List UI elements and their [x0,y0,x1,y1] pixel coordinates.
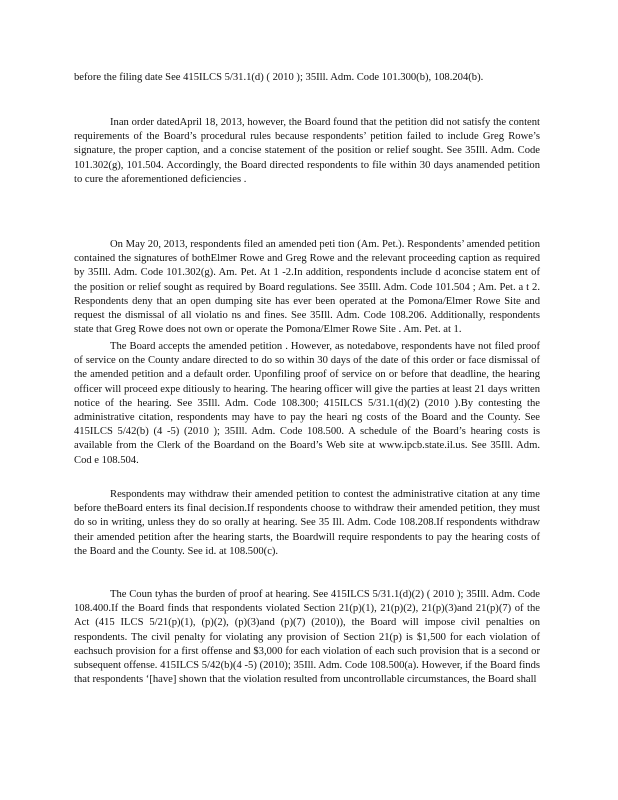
paragraph-text: Respondents may withdraw their amended petition to contest the administrative citation at any time before theBoard enters its final decision.If respondents choose to withdraw their amended petition, they must do so in writing, unless they do so orally at hearing. See 35 Ill. Adm. Code 108.208.If respondents withdraw their amended petition after the hearing starts, the Boardwill require respondents to pay the hearing costs of the Board and the County. See id. at 108.500(c). [74,489,540,557]
paragraph-amended-petition [74,238,540,337]
paragraph-text: before the filing date See 415ILCS 5/31.1(d) ( 2010 ); 35Ill. Adm. Code 101.300(b), 108.204(b). [74,72,484,83]
paragraph-order-april [74,116,540,187]
paragraph-text: The Board accepts the amended petition . However, as notedabove, respondents have not filed proof of service on the County andare directed to do so within 30 days of the date of this order or face dismissal of the amended petition and a default order. Uponfiling proof of service on or before that deadline, the hearing officer will proceed expe ditiously to hearing. The hearing officer will give the parties at least 21 days written notice of the hearing. See 35Ill. Adm. Code 108.300; 415ILCS 5/31.1(d)(2) (2010 ).By contesting the administrative citation, respondents may have to pay the heari ng costs of the Board and the County. See 415ILCS 5/42(b) (4 -5) (2010 ); 35Ill. Adm. Code 108.500. A schedule of the Board’s hearing costs is available from the Clerk of the Boardand on the Board’s Web site at www.ipcb.state.il.us. See 35Ill. Adm. Cod e 108.504. [74,341,540,466]
paragraph-withdraw [74,488,540,559]
paragraph-text: On May 20, 2013, respondents filed an amended peti tion (Am. Pet.). Respondents’ amended petition contained the signatures of bothElmer Rowe and Greg Rowe and the relevant proceeding caption as required by 35Ill. Adm. Code 101.302(g). Am. Pet. At 1 -2.In addition, respondents include d aconcise statem ent of the position or relief sought as required by Board regulations. See 35Ill. Adm. Code 101.504 ; Am. Pet. a t 2. Respondents deny that an open dumping site has ever been operated at the Pomona/Elmer Rowe Site and request the dismissal of all violatio ns and fines. See 35Ill. Adm. Code 108.206. Additionally, respondents state that Greg Rowe does not own or operate the Pomona/Elmer Rowe Site . Am. Pet. at 1. [74,239,540,336]
paragraph-text: Inan order datedApril 18, 2013, however, the Board found that the petition did not satisfy the content requirements of the Board’s procedural rules because respondents’ petition failed to include Greg Rowe’s signature, the proper caption, and a concise statement of the position or relief sought. See 35Ill. Adm. Code 101.302(g), 101.504. Accordingly, the Board directed respondents to file within 30 days anamended petition to cure the aforementioned deficiencies . [74,117,540,185]
paragraph-text: The Coun tyhas the burden of proof at hearing. See 415ILCS 5/31.1(d)(2) ( 2010 ); 35Ill. Adm. Code 108.400.If the Board finds that respondents violated Section 21(p)(1), 21(p)(2), 21(p)(3)and 21(p)(7) of the Act (415 ILCS 5/21(p)(1), (p)(2), (p)(3)and (p)(7) (2010)), the Board will impose civil penalties on respondents. The civil penalty for violating any provision of Section 21(p) is $1,500 for each violation of eachsuch provision for a first offense and $3,000 for each violation of each such provision that is a second or subsequent offense. 415ILCS 5/42(b)(4 -5) (2010); 35Ill. Adm. Code 108.500(a). However, if the Board finds that respondents ‘[have] shown that the violation resulted from uncontrollable circumstances, the Board shall [74,589,540,686]
paragraph-burden-of-proof [74,588,540,687]
paragraph-board-accepts [74,340,540,468]
paragraph-continuation [74,71,540,85]
